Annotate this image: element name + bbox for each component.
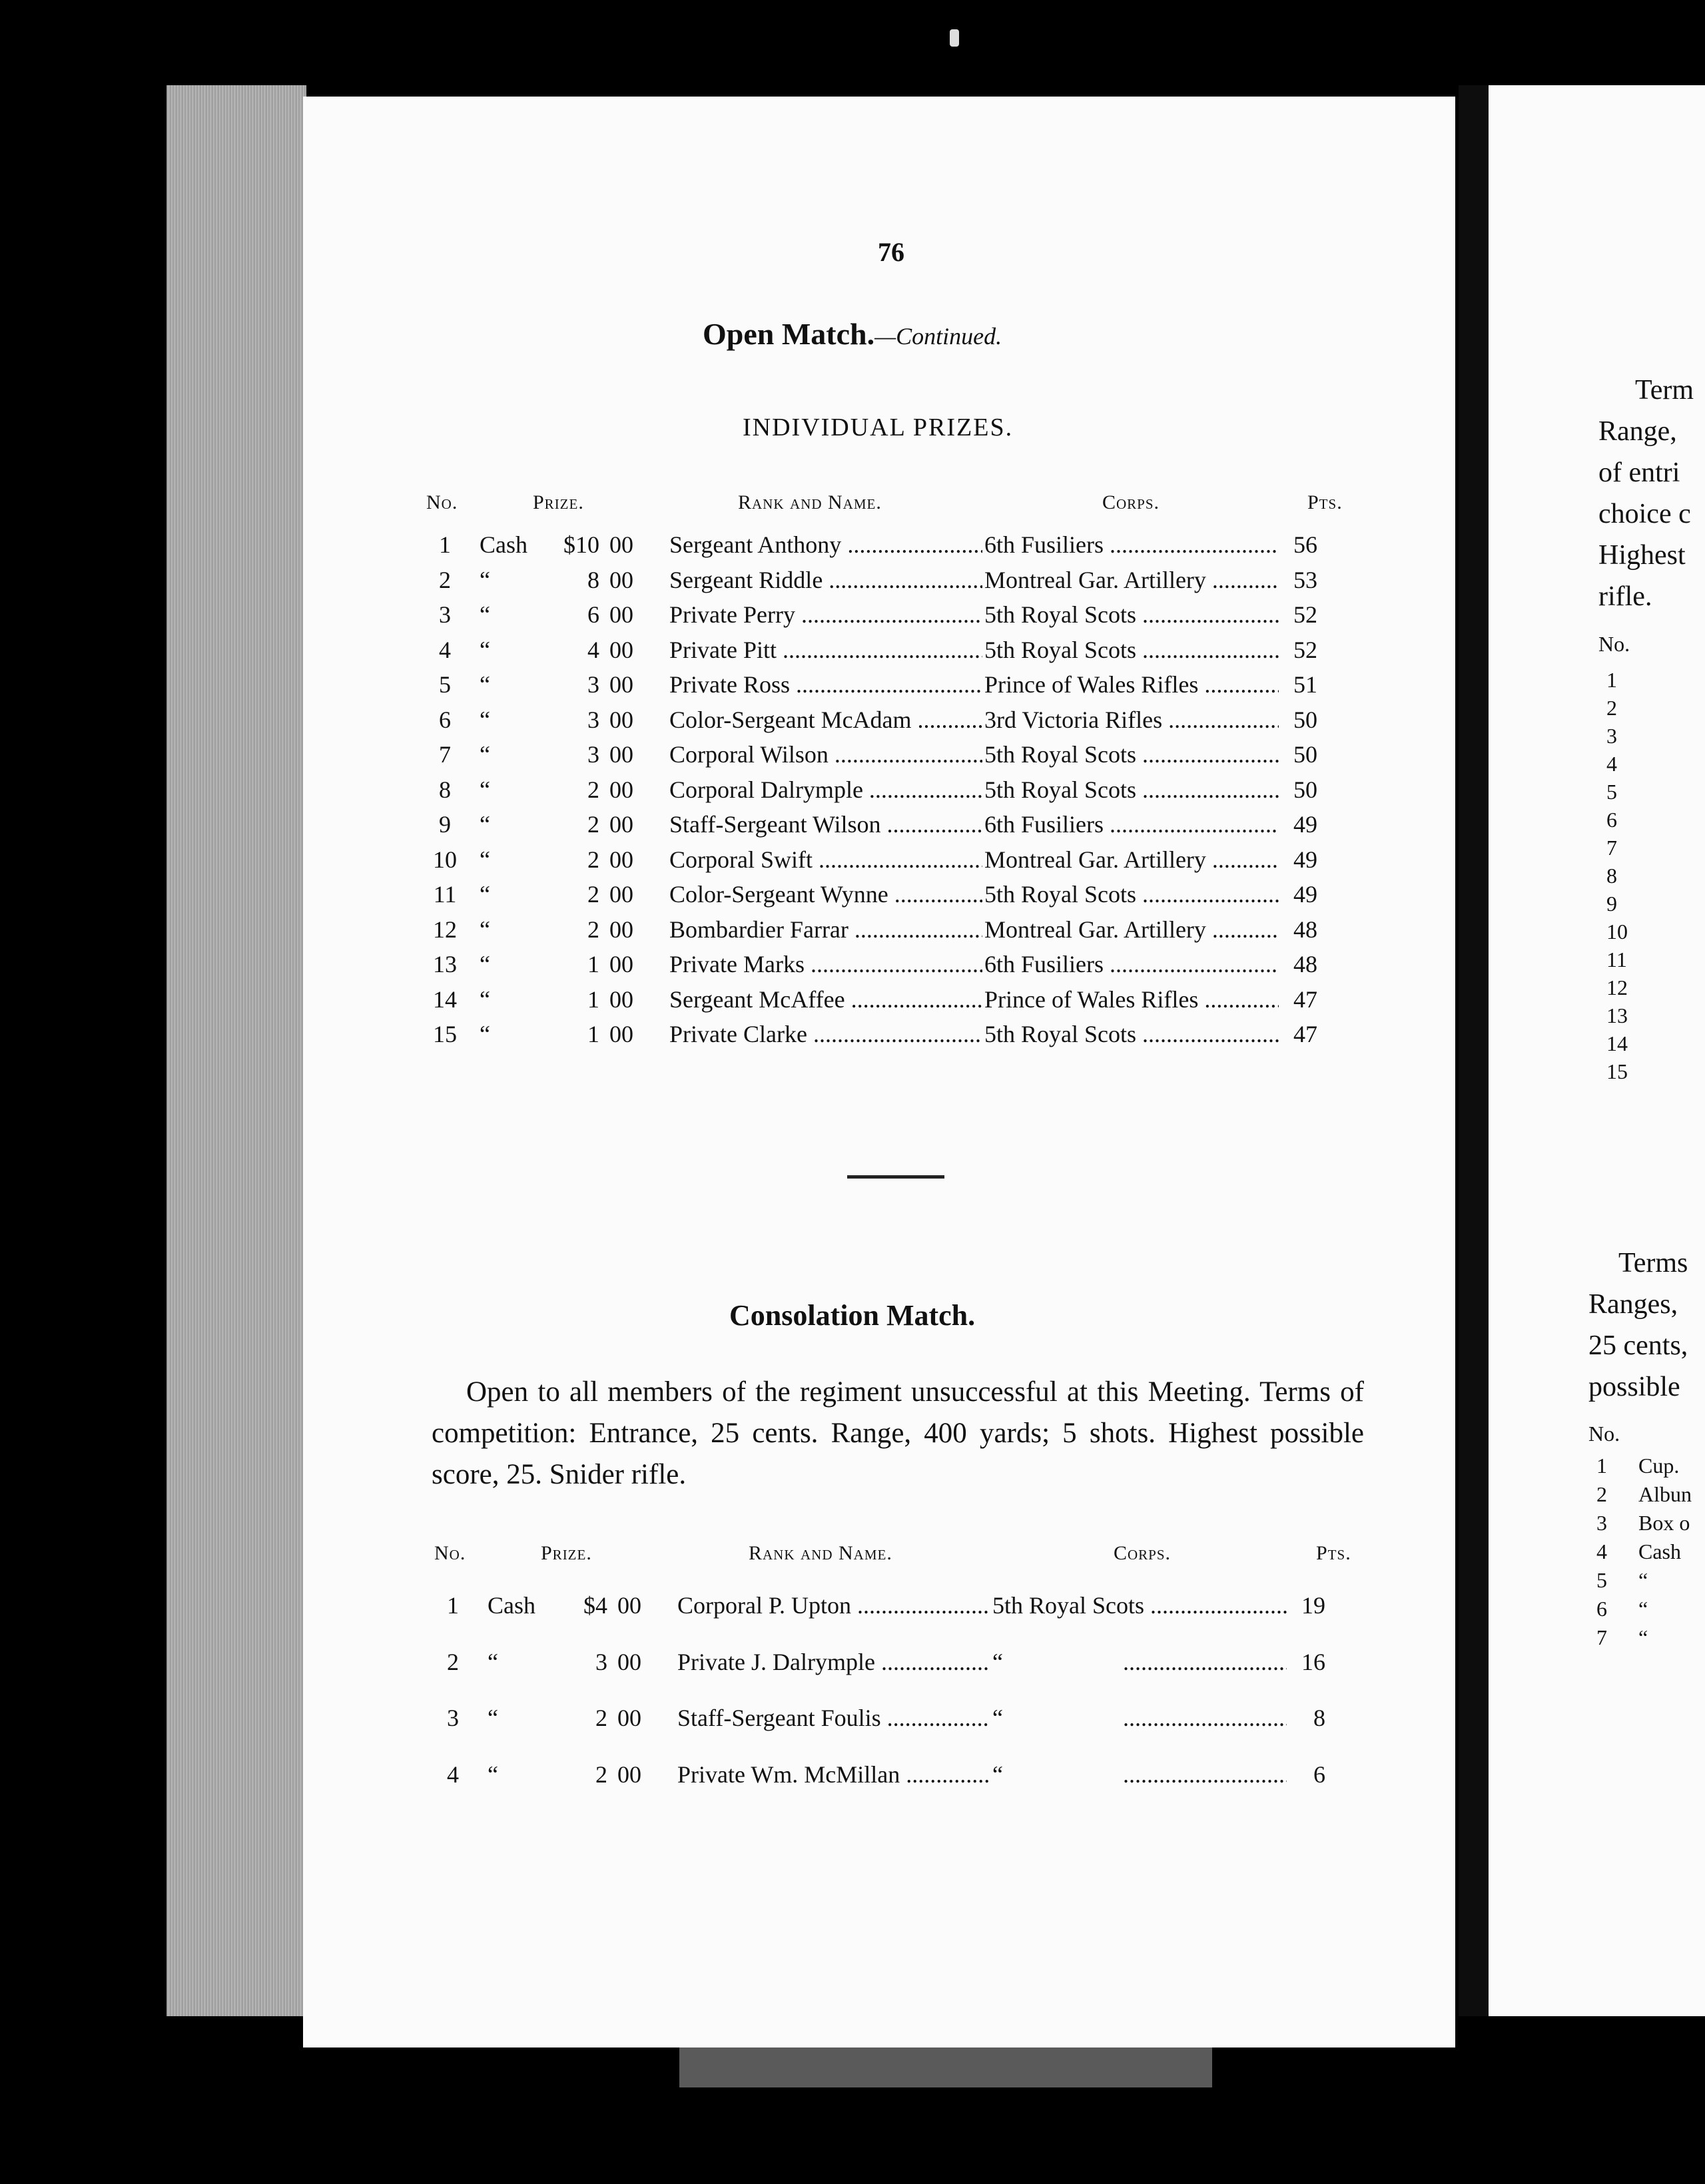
scan-mark [950, 29, 959, 47]
table-row [426, 566, 1359, 599]
row-number: 15 [433, 1021, 457, 1047]
right-list-text: Cash [1638, 1539, 1681, 1563]
header-rank-name: Rank and Name. [738, 491, 882, 513]
corps-name: “ ..... [992, 1648, 1287, 1676]
points: 48 [1293, 916, 1317, 943]
row-number: 3 [439, 601, 451, 628]
corps-name: 5th Royal Scots ..... [984, 601, 1279, 629]
header-corps: Corps. [1102, 491, 1160, 513]
prize-cents: 00 [609, 566, 633, 593]
prize-dollars: 1 [587, 985, 599, 1013]
prize-cents: 00 [609, 671, 633, 698]
prize-type: “ [488, 1761, 498, 1788]
prize-cents: 00 [617, 1705, 641, 1731]
points: 47 [1293, 985, 1317, 1013]
corps-name: “ ..... [992, 1761, 1287, 1788]
table-row [434, 1648, 1367, 1681]
row-number: 4 [439, 636, 451, 663]
corps-name: “ ..... [992, 1704, 1287, 1732]
prize-cents: 00 [609, 951, 633, 977]
right-list-number: 7 [1606, 836, 1617, 860]
right-list-number: 1 [1606, 668, 1617, 692]
prize-dollars: 2 [587, 846, 599, 873]
right-list-number: 6 [1606, 808, 1617, 832]
prize-dollars: 8 [587, 566, 599, 593]
table-row [426, 601, 1359, 634]
header-pts: Pts. [1307, 491, 1343, 513]
prize-cents: 00 [609, 531, 633, 558]
row-number: 1 [447, 1592, 459, 1619]
table-row [426, 880, 1359, 914]
prize-dollars: 2 [587, 916, 599, 943]
prize-cents: 00 [617, 1592, 641, 1619]
right-paragraph-line: 25 cents, [1588, 1330, 1688, 1361]
right-paragraph-line: Ranges, [1588, 1289, 1678, 1320]
points: 6 [1313, 1761, 1325, 1788]
corps-name: 6th Fusiliers ..... [984, 531, 1279, 559]
row-number: 10 [433, 846, 457, 873]
prize-type: “ [480, 636, 490, 663]
right-list-number: 4 [1606, 752, 1617, 776]
corps-name: 5th Royal Scots ..... [984, 740, 1279, 768]
section-divider [847, 1175, 944, 1179]
prize-dollars: 1 [587, 1021, 599, 1047]
right-list-number: 13 [1606, 1003, 1628, 1027]
points: 53 [1293, 566, 1317, 593]
prize-cents: 00 [609, 706, 633, 733]
table-row [426, 531, 1359, 564]
points: 49 [1293, 881, 1317, 908]
prize-dollars: 2 [587, 811, 599, 838]
prize-dollars: 1 [587, 951, 599, 977]
prize-type: “ [480, 706, 490, 733]
competitor-name: Color-Sergeant McAdam ..... [669, 706, 982, 734]
corps-name: 5th Royal Scots ..... [984, 1020, 1279, 1048]
prize-type: Cash [480, 531, 527, 558]
right-list-header: No. [1598, 632, 1630, 656]
right-paragraph-line: rifle. [1598, 581, 1652, 612]
page-number: 76 [878, 237, 904, 267]
prize-type: “ [480, 881, 490, 908]
right-list-text: Cup. [1638, 1454, 1680, 1478]
header-prize: Prize. [533, 491, 584, 513]
right-list-text: “ [1638, 1625, 1648, 1649]
prize-cents: 00 [609, 636, 633, 663]
open-match-title-text: Open Match. [703, 317, 875, 351]
competitor-name: Private Wm. McMillan ..... [677, 1761, 990, 1788]
right-list-number: 1 [1596, 1454, 1607, 1478]
row-number: 9 [439, 811, 451, 838]
right-paragraph-line: Term [1635, 375, 1694, 406]
competitor-name: Corporal P. Upton ..... [677, 1591, 990, 1619]
row-number: 2 [447, 1648, 459, 1675]
table-row [426, 950, 1359, 983]
consolation-match-title: Consolation Match. [729, 1299, 976, 1332]
prize-type: “ [480, 811, 490, 838]
competitor-name: Corporal Dalrymple ..... [669, 776, 982, 804]
corps-name: 6th Fusiliers ..... [984, 950, 1279, 978]
points: 50 [1293, 706, 1317, 733]
prize-dollars: 2 [587, 776, 599, 803]
prize-type: “ [480, 1021, 490, 1047]
prize-dollars: 2 [595, 1761, 607, 1788]
corps-name: Montreal Gar. Artillery ..... [984, 846, 1279, 874]
competitor-name: Corporal Wilson ..... [669, 740, 982, 768]
competitor-name: Corporal Swift ..... [669, 846, 982, 874]
prize-dollars: 2 [587, 881, 599, 908]
table-row [426, 1020, 1359, 1053]
prize-dollars: 3 [587, 671, 599, 698]
right-list-number: 7 [1596, 1625, 1607, 1649]
row-number: 1 [439, 531, 451, 558]
points: 52 [1293, 601, 1317, 628]
points: 48 [1293, 951, 1317, 977]
prize-type: “ [488, 1648, 498, 1675]
corps-name: 5th Royal Scots ..... [984, 776, 1279, 804]
prize-type: “ [480, 671, 490, 698]
competitor-name: Color-Sergeant Wynne ..... [669, 880, 982, 908]
table-row [426, 776, 1359, 809]
prize-cents: 00 [609, 916, 633, 943]
corps-name: 5th Royal Scots ..... [992, 1591, 1287, 1619]
right-list-text: Albun [1638, 1482, 1692, 1506]
prize-cents: 00 [617, 1761, 641, 1788]
competitor-name: Private Clarke ..... [669, 1020, 982, 1048]
header-no: No. [434, 1542, 466, 1564]
prize-type: “ [480, 601, 490, 628]
right-list-number: 5 [1596, 1568, 1607, 1592]
points: 8 [1313, 1705, 1325, 1731]
prize-cents: 00 [609, 1021, 633, 1047]
prize-dollars: 2 [595, 1705, 607, 1731]
prize-type: Cash [488, 1592, 535, 1619]
table-row [434, 1761, 1367, 1794]
right-paragraph-line: Terms [1618, 1248, 1688, 1278]
right-list-number: 9 [1606, 892, 1617, 916]
competitor-name: Staff-Sergeant Foulis ..... [677, 1704, 990, 1732]
right-paragraph-line: choice c [1598, 499, 1691, 529]
prize-dollars: 3 [595, 1648, 607, 1675]
right-paragraph-line: Highest [1598, 540, 1686, 571]
header-no: No. [426, 491, 458, 513]
header-prize: Prize. [541, 1542, 592, 1564]
table-row [426, 740, 1359, 774]
points: 49 [1293, 846, 1317, 873]
continued-label: —Continued. [874, 323, 1002, 350]
row-number: 3 [447, 1705, 459, 1731]
competitor-name: Bombardier Farrar ..... [669, 916, 982, 944]
right-list-number: 11 [1606, 948, 1627, 971]
right-paragraph-line: Range, [1598, 416, 1677, 447]
prize-cents: 00 [609, 776, 633, 803]
row-number: 7 [439, 741, 451, 768]
prize-type: “ [480, 741, 490, 768]
competitor-name: Sergeant Anthony ..... [669, 531, 982, 559]
competitor-name: Private Ross ..... [669, 671, 982, 698]
competitor-name: Sergeant McAffee ..... [669, 985, 982, 1013]
competitor-name: Private Perry ..... [669, 601, 982, 629]
prize-dollars: 3 [587, 706, 599, 733]
competitor-name: Private Pitt ..... [669, 636, 982, 664]
right-list-number: 3 [1606, 724, 1617, 748]
right-list-number: 3 [1596, 1511, 1607, 1535]
table-row [426, 985, 1359, 1019]
table-row [426, 706, 1359, 739]
prize-type: “ [480, 985, 490, 1013]
corps-name: 3rd Victoria Rifles ..... [984, 706, 1279, 734]
prize-cents: 00 [609, 881, 633, 908]
row-number: 4 [447, 1761, 459, 1788]
prize-cents: 00 [609, 846, 633, 873]
table-row [434, 1704, 1367, 1737]
page-edges [167, 85, 306, 2016]
right-paragraph-line: possible [1588, 1372, 1680, 1402]
points: 51 [1293, 671, 1317, 698]
prize-type: “ [480, 776, 490, 803]
right-list-number: 6 [1596, 1597, 1607, 1621]
row-number: 2 [439, 566, 451, 593]
points: 19 [1301, 1592, 1325, 1619]
right-list-number: 5 [1606, 780, 1617, 804]
table-row [434, 1591, 1367, 1625]
consolation-match-description: Open to all members of the regiment unsuccessful at this Meeting. Terms of competition: Entrance, 25 cents. Range, 400 yards; 5 shots. Highest possible score, 25. Snider rifle. [432, 1376, 1364, 1490]
right-list-number: 14 [1606, 1031, 1628, 1055]
prize-dollars: 3 [587, 741, 599, 768]
points: 47 [1293, 1021, 1317, 1047]
corps-name: 5th Royal Scots ..... [984, 636, 1279, 664]
header-pts: Pts. [1316, 1542, 1351, 1564]
prize-dollars: 6 [587, 601, 599, 628]
right-list-number: 12 [1606, 975, 1628, 999]
competitor-name: Staff-Sergeant Wilson ..... [669, 810, 982, 838]
prize-type: “ [488, 1705, 498, 1731]
individual-prizes-subtitle: INDIVIDUAL PRIZES. [743, 413, 1014, 441]
prize-cents: 00 [609, 601, 633, 628]
scan-bottom-strip [679, 2048, 1212, 2087]
right-list-number: 2 [1596, 1482, 1607, 1506]
prize-type: “ [480, 846, 490, 873]
table-row [426, 916, 1359, 949]
table-row [426, 846, 1359, 879]
competitor-name: Private Marks ..... [669, 950, 982, 978]
competitor-name: Sergeant Riddle ..... [669, 566, 982, 594]
corps-name: Prince of Wales Rifles ..... [984, 671, 1279, 698]
prize-type: “ [480, 916, 490, 943]
table-row [426, 636, 1359, 669]
table-row [426, 671, 1359, 704]
right-list-text: “ [1638, 1568, 1648, 1592]
row-number: 6 [439, 706, 451, 733]
right-list-number: 10 [1606, 920, 1628, 944]
row-number: 13 [433, 951, 457, 977]
points: 56 [1293, 531, 1317, 558]
prize-cents: 00 [609, 985, 633, 1013]
book-spine [1459, 85, 1489, 2016]
header-corps: Corps. [1114, 1542, 1172, 1564]
corps-name: Prince of Wales Rifles ..... [984, 985, 1279, 1013]
row-number: 12 [433, 916, 457, 943]
right-list-number: 15 [1606, 1059, 1628, 1083]
prize-cents: 00 [609, 811, 633, 838]
corps-name: 6th Fusiliers ..... [984, 810, 1279, 838]
right-list-text: “ [1638, 1597, 1648, 1621]
right-list-number: 4 [1596, 1539, 1607, 1563]
right-list-text: Box o [1638, 1511, 1690, 1535]
row-number: 14 [433, 985, 457, 1013]
corps-name: Montreal Gar. Artillery ..... [984, 566, 1279, 594]
row-number: 5 [439, 671, 451, 698]
open-match-title [703, 316, 1002, 352]
row-number: 11 [433, 881, 457, 908]
header-rank-name: Rank and Name. [749, 1542, 892, 1564]
prize-dollars: $4 [583, 1592, 607, 1619]
prize-dollars: $10 [563, 531, 599, 558]
right-list-number: 8 [1606, 864, 1617, 888]
table-row [426, 810, 1359, 844]
corps-name: 5th Royal Scots ..... [984, 880, 1279, 908]
competitor-name: Private J. Dalrymple ..... [677, 1648, 990, 1676]
prize-type: “ [480, 566, 490, 593]
right-paragraph-line: of entri [1598, 457, 1680, 488]
points: 50 [1293, 776, 1317, 803]
right-list-header: No. [1588, 1422, 1620, 1446]
left-page [303, 97, 1455, 2048]
points: 16 [1301, 1648, 1325, 1675]
prize-cents: 00 [617, 1648, 641, 1675]
points: 52 [1293, 636, 1317, 663]
points: 50 [1293, 741, 1317, 768]
prize-cents: 00 [609, 741, 633, 768]
prize-type: “ [480, 951, 490, 977]
corps-name: Montreal Gar. Artillery ..... [984, 916, 1279, 944]
right-list-number: 2 [1606, 696, 1617, 720]
row-number: 8 [439, 776, 451, 803]
prize-dollars: 4 [587, 636, 599, 663]
points: 49 [1293, 811, 1317, 838]
